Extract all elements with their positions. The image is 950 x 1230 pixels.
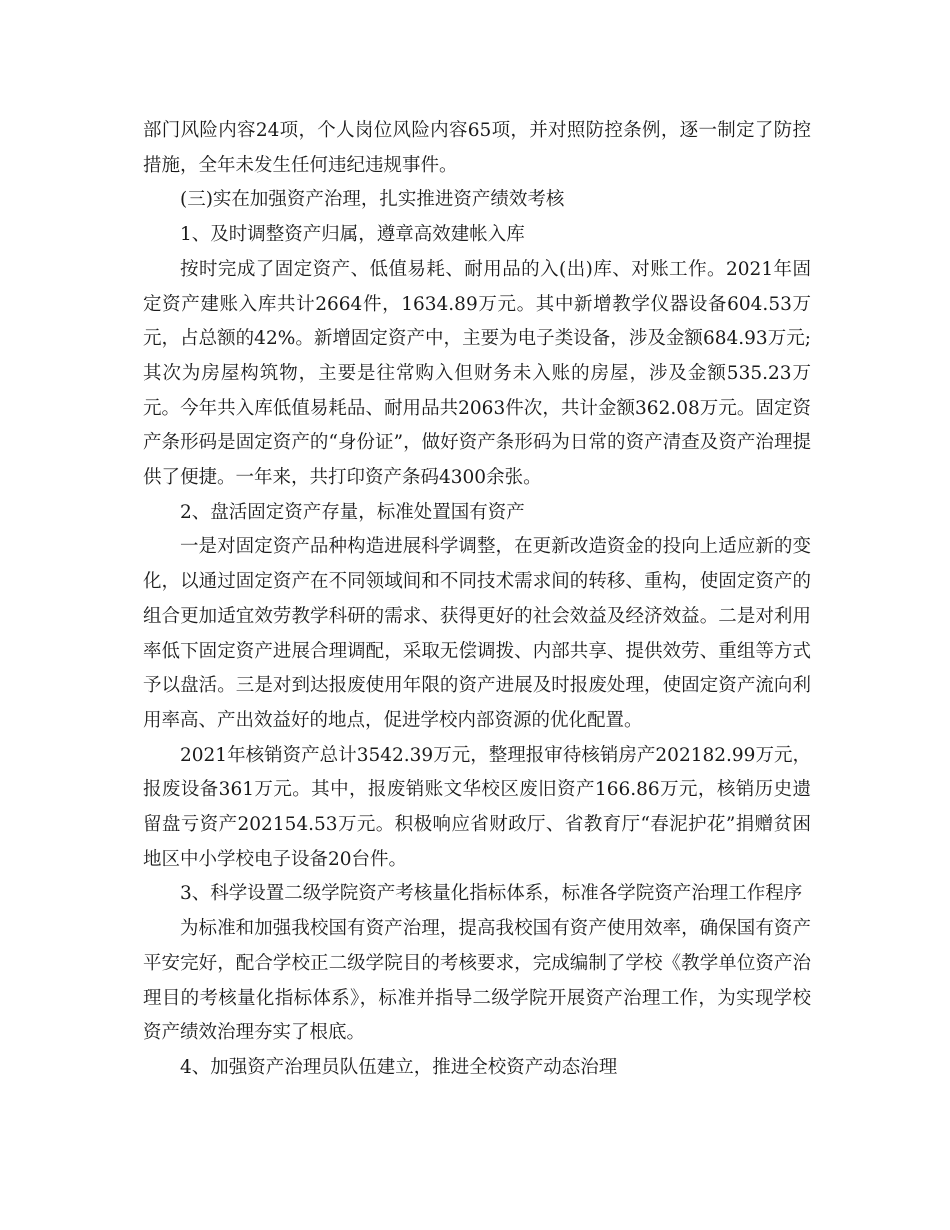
subheading-asset-disposal: 2、盘活固定资产存量，标准处置国有资产 (180, 501, 525, 523)
subheading-asset-ownership: 1、及时调整资产归属，遵章高效建帐入库 (180, 224, 525, 246)
section-heading-asset-management: (三)实在加强资产治理，扎实推进资产绩效考核 (180, 189, 565, 211)
paragraph-risk-control: 部门风险内容24项，个人岗位风险内容65项，并对照防控条例，逐一制定了防控措施，全年未发生任何违纪违规事件。 (143, 120, 811, 176)
subheading-asset-staff: 4、加强资产治理员队伍建立，推进全校资产动态治理 (180, 1056, 618, 1078)
paragraph-asset-adjustment: 一是对固定资产品种构造进展科学调整，在更新改造资金的投向上适应新的变化，以通过固定资产在不同领域间和不同技术需求间的转移、重构，使固定资产的组合更加适宜效劳教学科研的需求、获得更好的社会效益及经济效益。二是对利用率低下固定资产进展合理调配，采取无偿调拨、内部共享、提供效劳、重组等方式予以盘活。三是对到达报废使用年限的资产进展及时报废处理，使固定资产流向利用率高、产出效益好的地点，促进学校内部资源的优化配置。 (143, 536, 811, 731)
paragraph-assessment-system: 为标准和加强我校国有资产治理，提高我校国有资产使用效率，确保国有资产平安完好，配合学校正二级学院目的考核要求，完成编制了学校《教学单位资产治理目的考核量化指标体系》，标准并指导二级学院开展资产治理工作，为实现学校资产绩效治理夯实了根底。 (143, 918, 811, 1044)
subheading-assessment-indicators: 3、科学设置二级学院资产考核量化指标体系，标准各学院资产治理工作程序 (180, 883, 803, 905)
paragraph-asset-inventory: 按时完成了固定资产、低值易耗、耐用品的入(出)库、对账工作。2021年固定资产建账入库共计2664件，1634.89万元。其中新增教学仪器设备604.53万元，占总额的42%。新增固定资产中，主要为电子类设备，涉及金额684.93万元;其次为房屋构筑物，主要是往常购入但财务未入账的房屋，涉及金额535.23万元。今年共入库低值易耗品、耐用品共2063件次，共计金额362.08万元。固定资产条形码是固定资产的“身份证”，做好资产条形码为日常的资产清查及资产治理提供了便捷。一年来，共打印资产条码4300余张。 (143, 258, 811, 489)
document-body (143, 114, 811, 1086)
paragraph-asset-writeoff: 2021年核销资产总计3542.39万元，整理报审待核销房产202182.99万元，报废设备361万元。其中，报废销账文华校区废旧资产166.86万元，核销历史遗留盘亏资产202154.53万元。积极响应省财政厅、省教育厅“春泥护花”捐赠贫困地区中小学校电子设备20台件。 (143, 744, 811, 870)
